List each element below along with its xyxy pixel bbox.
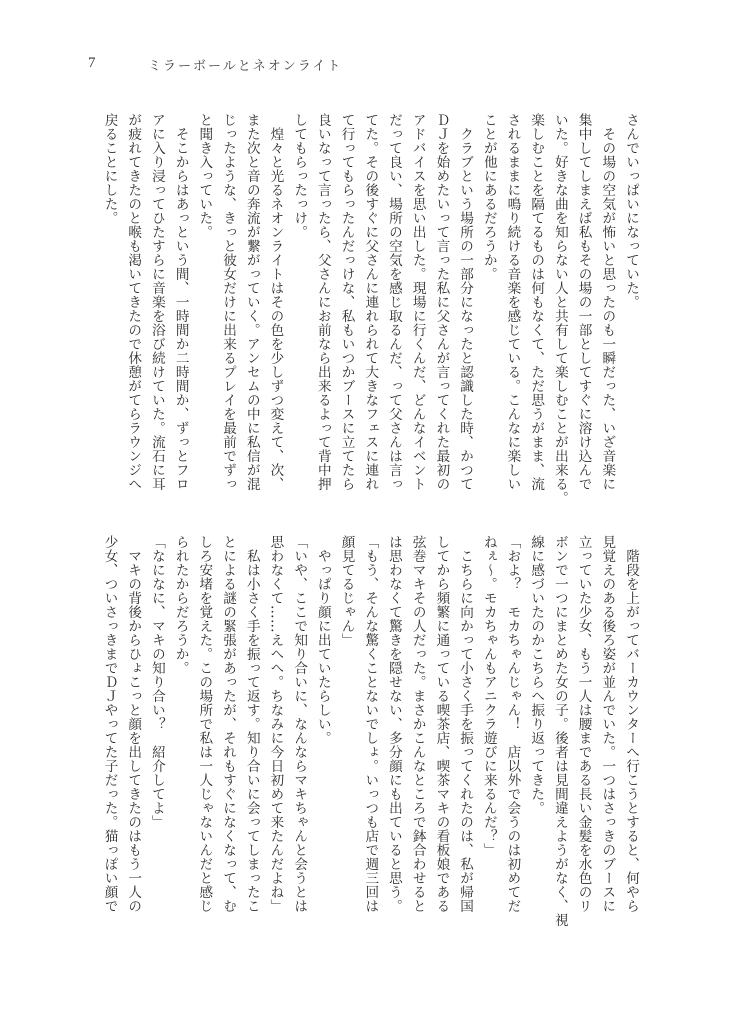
text-line: ボンで一つにまとめた女の子。後者は見間違えようがなく、視 (551, 535, 568, 927)
text-line: は思わなくて驚きを隠せない、多分顔にも出ていると思う。 (385, 535, 402, 913)
text-line: 階段を上がってバーカウンターへ行こうとすると、何やら (623, 535, 639, 913)
text-line: ねぇ～。モカちゃんもアニクラ遊びに来るんだ？」 (480, 535, 497, 857)
text-line: ことが他にあるだろうか。 (480, 113, 497, 281)
text-line: 「およ？ モカちゃんじゃん！ 店以外で会うのは初めてだ (504, 535, 521, 913)
text-line: さんでいっぱいになっていた。 (623, 113, 639, 309)
text-line: 線に感づいたのかこちらへ振り返ってきた。 (528, 535, 545, 815)
text-line: また次と音の奔流が繋がっていく。アンセムの中に私信が混 (243, 113, 260, 491)
text-block-top (98, 113, 642, 505)
running-title: ミラーボールとネオンライト (148, 59, 343, 74)
text-line: やっぱり顔に出ていたらしい。 (314, 535, 331, 745)
text-line: クラブという場所の一部分になったと認識した時、かつて (457, 113, 474, 491)
text-line: しろ安堵を覚えた。この場所で私は一人じゃないんだと感じ (196, 535, 213, 913)
text-line: アに入り浸ってひたすらに音楽を浴び続けていた。流石に耳 (148, 113, 165, 491)
text-line: 煌々と光るネオンライトはその色を少しずつ変えて、次、 (267, 113, 284, 491)
text-line: 良いなって言ったら、父さんにお前なら出来るよって背中押 (314, 113, 331, 491)
text-line: してもらったっけ。 (291, 113, 308, 239)
text-line: 見覚えのある後ろ姿が並んでいた。一つはさっきのブースに (599, 535, 616, 913)
text-line: 弦巻マキその人だった。まさかこんなところで鉢合わせると (409, 535, 426, 913)
text-line: してから頻繁に通っている喫茶店、喫茶マキの看板娘である (433, 535, 450, 913)
text-line: られたからだろうか。 (172, 535, 189, 675)
text-line: されるままに鳴り続ける音楽を感じている。こんなに楽しい (504, 113, 521, 491)
text-line: こちらに向かって小さく手を振ってくれたのは、私が帰国 (457, 535, 474, 913)
text-line: マキの背後からひょこっと顔を出してきたのはもう一人の (125, 535, 142, 913)
text-block-bottom (98, 535, 642, 927)
text-line: 私は小さく手を振って返す。知り合いに会ってしまったこ (243, 535, 260, 913)
page-number: 7 (88, 55, 96, 71)
text-line: 戻ることにした。 (101, 113, 118, 225)
text-line: じったような、きっと彼女だけに出来るプレイを最前でずっ (220, 113, 237, 491)
text-line: と聞き入っていた。 (196, 113, 213, 239)
text-line: 「いや、ここで知り合いに、なんならマキちゃんと会うとは (291, 535, 308, 913)
text-line: とによる謎の緊張があったが、それもすぐになくなって、む (220, 535, 237, 913)
text-line: 思わなくて……えへへ。ちなみに今日初めて来たんだよね」 (267, 535, 284, 913)
text-line: そこからはあっという間、一時間か二時間か、ずっとフロ (172, 113, 189, 491)
text-line: だって良い、場所の空気を感じ取るんだ、って父さんは言っ (385, 113, 402, 491)
text-line: 顔見てるじゃん」 (338, 535, 355, 647)
text-line: 「なになに、マキの知り合い？ 紹介してよ」 (148, 535, 165, 829)
text-line: 少女、ついさっきまでＤＪやってた子だった。猫っぽい顔で (101, 535, 118, 913)
text-line: 楽しむことを隔てるものは何もなくて、ただ思うがまま、流 (528, 113, 545, 491)
text-line: アドバイスを思い出した。現場に行くんだ、どんなイベント (409, 113, 426, 491)
text-line: てた。その後すぐに父さんに連れられて大きなフェスに連れ (362, 113, 379, 491)
text-line: 「もう、そんな驚くことないでしょ。いっつも店で週三回は (362, 535, 379, 913)
text-line: その場の空気が怖いと思ったのも一瞬だった、いざ音楽に (599, 113, 616, 491)
text-line: が疲れてきたのと喉も渇いてきたので休憩がてらラウンジへ (125, 113, 142, 491)
text-line: 立っていた少女、もう一人は腰まである長い金髪を水色のリ (575, 535, 592, 913)
text-line: 集中してしまえば私もその場の一部としてすぐに溶け込んで (575, 113, 592, 491)
text-line: て行ってもらったんだっけな、私もいつかブースに立てたら (338, 113, 355, 491)
text-line: ＤＪを始めたいって言った私に父さんが言ってくれた最初の (433, 113, 450, 491)
text-line: いた。好きな曲を知らない人と共有して楽しむことが出来る。 (551, 113, 568, 505)
